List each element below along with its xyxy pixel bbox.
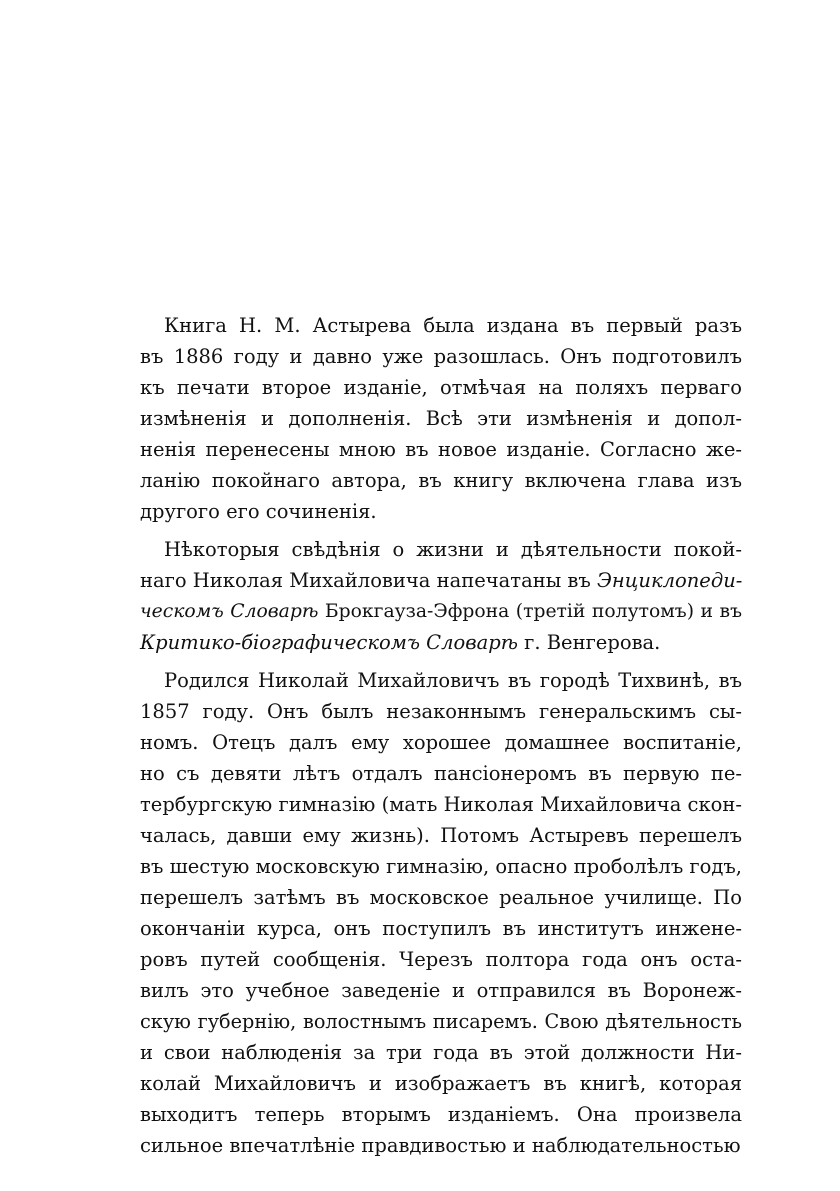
- text-line: [140, 820, 742, 851]
- line-text: вилъ это учебное заведеніе и отправился въ Воронеж-: [140, 979, 742, 1002]
- body-text: [140, 310, 742, 1168]
- paragraph: [140, 534, 742, 658]
- line-text: тербургскую гимназію (мать Николая Михайловича скон-: [140, 793, 742, 816]
- italic-title-text: Критико-біографическомъ Словарѣ: [140, 631, 518, 654]
- line-text: сильное впечатлѣніе правдивостью и наблюдательностью: [140, 1134, 741, 1157]
- text-line: [140, 1099, 742, 1130]
- text-line: [140, 758, 742, 789]
- text-line: [140, 789, 742, 820]
- paragraph: [140, 310, 742, 527]
- line-text: чалась, давши ему жизнь). Потомъ Астыревъ перешелъ: [140, 824, 742, 847]
- line-text: ровъ путей сообщенія. Черезъ полтора года онъ оста-: [140, 948, 742, 971]
- line-text: перешелъ затѣмъ въ московское реальное училище. По: [140, 886, 742, 909]
- line-text: къ печати второе изданіе, отмѣчая на поляхъ перваго: [140, 376, 742, 399]
- text-line: [140, 465, 742, 496]
- text-line: [140, 944, 742, 975]
- italic-title-text: ческомъ Словарѣ: [140, 601, 319, 622]
- line-text: номъ. Отецъ далъ ему хорошее домашнее воспитаніе,: [140, 731, 742, 754]
- line-text: въ шестую московскую гимназію, опасно проболѣлъ годъ,: [140, 855, 742, 878]
- line-text: и свои наблюденія за три года въ этой должности Ни-: [140, 1041, 742, 1064]
- line-text: выходитъ теперь вторымъ изданіемъ. Она произвела: [140, 1103, 742, 1126]
- line-text: Книга Н. М. Астырева была издана въ первый разъ: [164, 314, 742, 337]
- line-text: г. Венгерова.: [517, 631, 661, 654]
- text-line: [140, 882, 742, 913]
- text-line: [140, 1130, 742, 1161]
- text-line: [140, 434, 742, 465]
- text-line: [140, 727, 742, 758]
- line-text: наго Николая Михайловича напечатаны въ: [140, 569, 598, 592]
- text-line: [140, 565, 742, 596]
- text-line: [140, 665, 742, 696]
- line-text: ланію покойнаго автора, въ книгу включена глава изъ: [140, 469, 742, 492]
- line-text: окончаніи курса, онъ поступилъ въ институтъ инжене-: [140, 917, 742, 940]
- text-line: [140, 1068, 742, 1099]
- line-text: ненія перенесены мною въ новое изданіе. Согласно же-: [140, 438, 742, 461]
- line-text: измѣненія и дополненія. Всѣ эти измѣненія и допол-: [140, 407, 742, 430]
- text-line: [140, 627, 742, 658]
- text-line: [140, 403, 742, 434]
- text-line: [140, 1006, 742, 1037]
- line-text: Родился Николай Михайловичъ въ городѣ Тихвинѣ, въ: [164, 669, 742, 692]
- line-text: другого его сочиненія.: [140, 500, 377, 523]
- text-line: [140, 851, 742, 882]
- text-line: [140, 596, 742, 627]
- line-text: но съ девяти лѣтъ отдалъ пансіонеромъ въ первую пе-: [140, 762, 742, 785]
- line-text: Нѣкоторыя свѣдѣнія о жизни и дѣятельности покой-: [164, 538, 742, 561]
- line-text: Брокгауза-Эфрона (третій полутомъ) и въ: [318, 601, 743, 622]
- text-line: [140, 310, 742, 341]
- text-line: [140, 975, 742, 1006]
- line-text: 1857 году. Онъ былъ незаконнымъ генеральскимъ сы-: [140, 700, 742, 723]
- text-line: [140, 696, 742, 727]
- line-text: скую губернію, волостнымъ писаремъ. Свою дѣятельность: [140, 1010, 742, 1033]
- text-line: [140, 1037, 742, 1068]
- line-text: въ 1886 году и давно уже разошлась. Онъ подготовилъ: [140, 345, 742, 368]
- paragraph: [140, 665, 742, 1161]
- text-line: [140, 534, 742, 565]
- line-text: колай Михайловичъ и изображаетъ въ книгѣ, которая: [140, 1072, 742, 1095]
- text-line: [140, 913, 742, 944]
- italic-title-text: Энциклопеди-: [597, 569, 743, 592]
- text-line: [140, 372, 742, 403]
- text-line: [140, 341, 742, 372]
- text-line: [140, 496, 742, 527]
